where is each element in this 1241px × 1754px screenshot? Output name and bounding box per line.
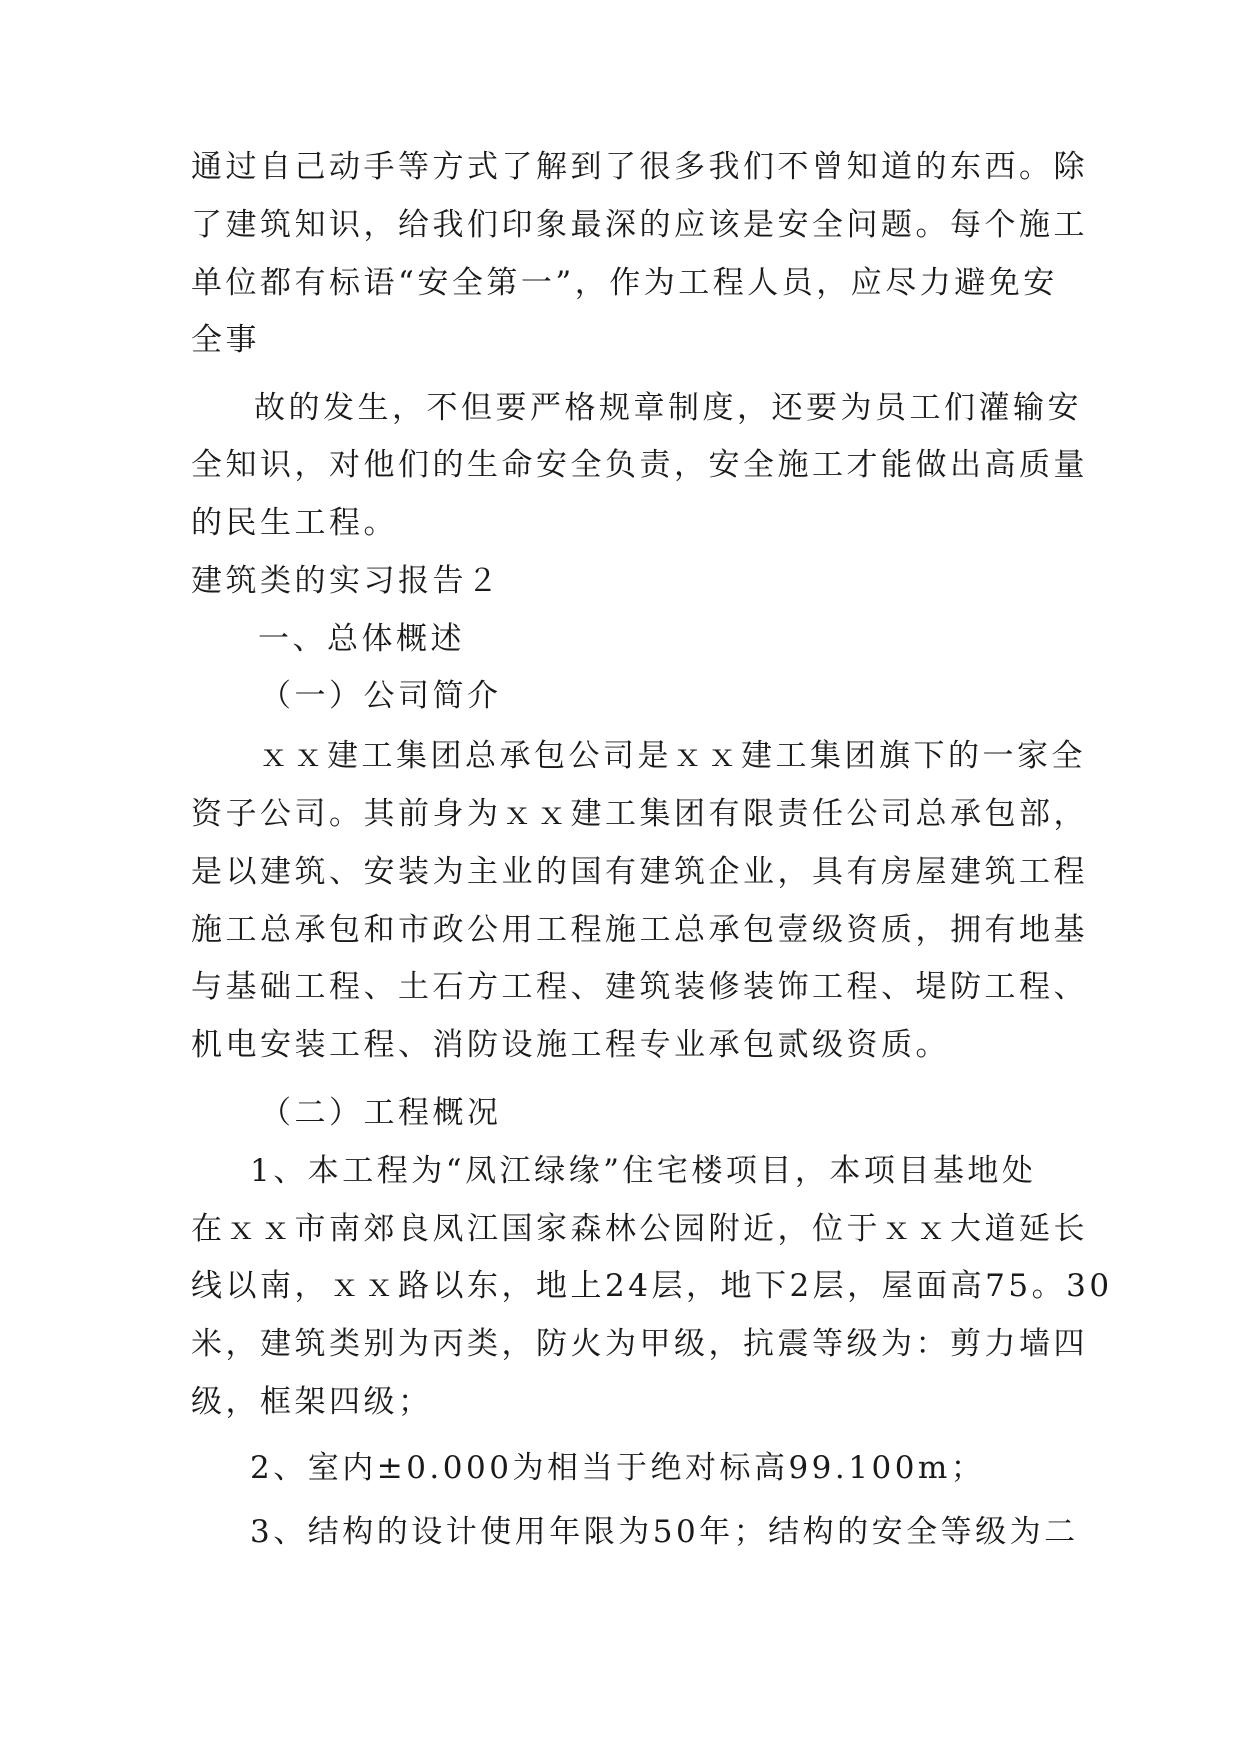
- paragraph-line: 单位都有标语“安全第一”，作为工程人员，应尽力避免安: [191, 265, 1058, 301]
- paragraph-line: 全知识，对他们的生命安全负责，安全施工才能做出高质量: [191, 447, 1088, 483]
- paragraph-line: 线以南，ｘｘ路以东，地上24层，地下2层，屋面高75。30: [191, 1268, 1113, 1304]
- paragraph-line: 米，建筑类别为丙类，防火为甲级，抗震等级为：剪力墙四: [191, 1326, 1088, 1362]
- paragraph-line: 施工总承包和市政公用工程施工总承包壹级资质，拥有地基: [191, 912, 1088, 948]
- paragraph-line: 资子公司。其前身为ｘｘ建工集团有限责任公司总承包部，: [191, 796, 1088, 832]
- report-title: 建筑类的实习报告２: [191, 563, 502, 599]
- paragraph-line: 1、本工程为“凤江绿缘”住宅楼项目，本项目基地处: [250, 1153, 1037, 1189]
- paragraph-line: 是以建筑、安装为主业的国有建筑企业，具有房屋建筑工程: [191, 854, 1088, 890]
- subsection-heading: （一）公司简介: [260, 678, 502, 714]
- section-heading: 一、总体概述: [258, 621, 465, 657]
- paragraph-line: 机电安装工程、消防设施工程专业承包贰级资质。: [191, 1027, 950, 1063]
- paragraph-line: ｘｘ建工集团总承包公司是ｘｘ建工集团旗下的一家全: [258, 738, 1086, 774]
- paragraph-line: 通过自己动手等方式了解到了很多我们不曾知道的东西。除: [191, 149, 1088, 185]
- paragraph-line: 故的发生，不但要严格规章制度，还要为员工们灌输安: [254, 390, 1082, 426]
- paragraph-line: 了建筑知识，给我们印象最深的应该是安全问题。每个施工: [191, 207, 1088, 243]
- paragraph-line: 与基础工程、土石方工程、建筑装修装饰工程、堤防工程、: [191, 969, 1088, 1005]
- paragraph-line: 3、结构的设计使用年限为50年；结构的安全等级为二: [250, 1514, 1079, 1550]
- paragraph-line: 全事: [191, 322, 260, 358]
- paragraph-line: 2、室内±0.000为相当于绝对标高99.100m；: [250, 1450, 986, 1486]
- paragraph-line: 的民生工程。: [191, 505, 398, 541]
- paragraph-line: 在ｘｘ市南郊良凤江国家森林公园附近，位于ｘｘ大道延长: [191, 1211, 1088, 1247]
- paragraph-line: 级，框架四级；: [191, 1384, 433, 1420]
- subsection-heading: （二）工程概况: [260, 1095, 502, 1131]
